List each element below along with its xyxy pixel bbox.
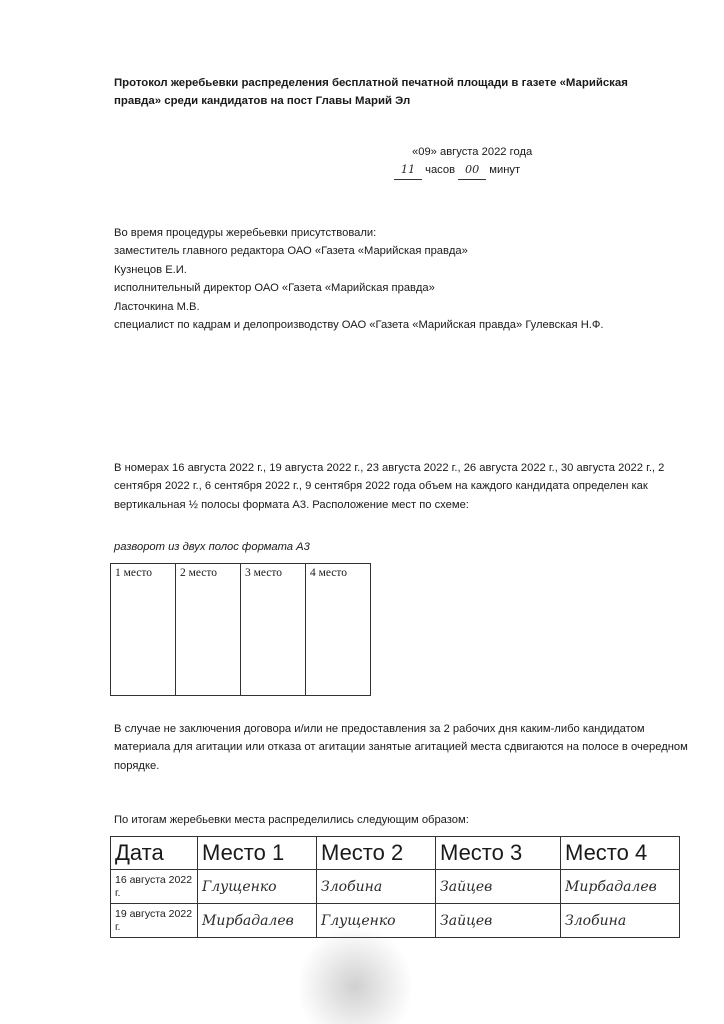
minutes-handwritten: 00 [458,161,486,180]
scan-shadow [300,930,410,1024]
hours-label: часов [425,164,456,176]
handwritten-name: Зайцев [436,870,561,904]
handwritten-name: Глущенко [198,870,317,904]
header-date: Дата [111,837,198,870]
handwritten-name: Глущенко [317,904,436,938]
table-row [111,870,680,904]
presence-line: Кузнецов Е.И. [114,263,187,276]
header-place: Место 4 [561,837,680,870]
presence-intro: Во время процедуры жеребьевки присутствовали: [114,227,377,239]
presence-line: специалист по кадрам и делопроизводству ОАО «Газета «Марийская правда» Гулевская Н.Ф. [114,319,604,332]
placement-scheme-table [110,563,371,696]
presence-block [114,224,604,334]
scheme-cell: 4 место [306,564,371,696]
handwritten-name: Мирбадалев [561,870,680,904]
results-table [110,836,680,938]
issues-paragraph: В номерах 16 августа 2022 г., 19 августа 2022 г., 23 августа 2022 г., 26 августа 2022 г., 30 августа 2022 г., 2 сентября 2022 г., 6 сентября 2022 г., 9 сентября 2022 года объем на каждого кандидата определен как вертикальная ½ полосы формата А3. Расположение мест по схеме: [114,462,665,511]
header-place: Место 3 [436,837,561,870]
header-place: Место 2 [317,837,436,870]
results-header-row [111,837,680,870]
hours-handwritten: 11 [394,161,422,180]
protocol-time [394,161,532,180]
header-place: Место 1 [198,837,317,870]
document-title: Протокол жеребьевки распределения бесплатной печатной площади в газете «Марийская правда» среди кандидатов на пост Главы Марий Эл [114,77,628,107]
row-date: 19 августа 2022 г. [111,904,198,938]
presence-line: исполнительный директор ОАО «Газета «Марийская правда» [114,282,435,295]
minutes-label: минут [489,164,521,176]
presence-line: Ласточкина М.В. [114,300,200,313]
handwritten-name: Мирбадалев [198,904,317,938]
scheme-note: разворот из двух полос формата А3 [114,541,310,553]
scheme-cell: 1 место [111,564,176,696]
protocol-date: «09» августа 2022 года [412,146,533,158]
row-date: 16 августа 2022 г. [111,870,198,904]
scheme-cell: 2 место [176,564,241,696]
date-block [400,143,533,180]
handwritten-name: Злобина [317,870,436,904]
handwritten-name: Зайцев [436,904,561,938]
presence-line: заместитель главного редактора ОАО «Газета «Марийская правда» [114,245,468,258]
shift-paragraph: В случае не заключения договора и/или не предоставления за 2 рабочих дня каким-либо кандидатом материала для агитации или отказа от агитации занятые агитацией места сдвигаются на полосе в очередном порядке. [114,723,688,772]
handwritten-name: Злобина [561,904,680,938]
results-intro: По итогам жеребьевки места распределились следующим образом: [114,814,469,826]
scheme-cell: 3 место [241,564,306,696]
